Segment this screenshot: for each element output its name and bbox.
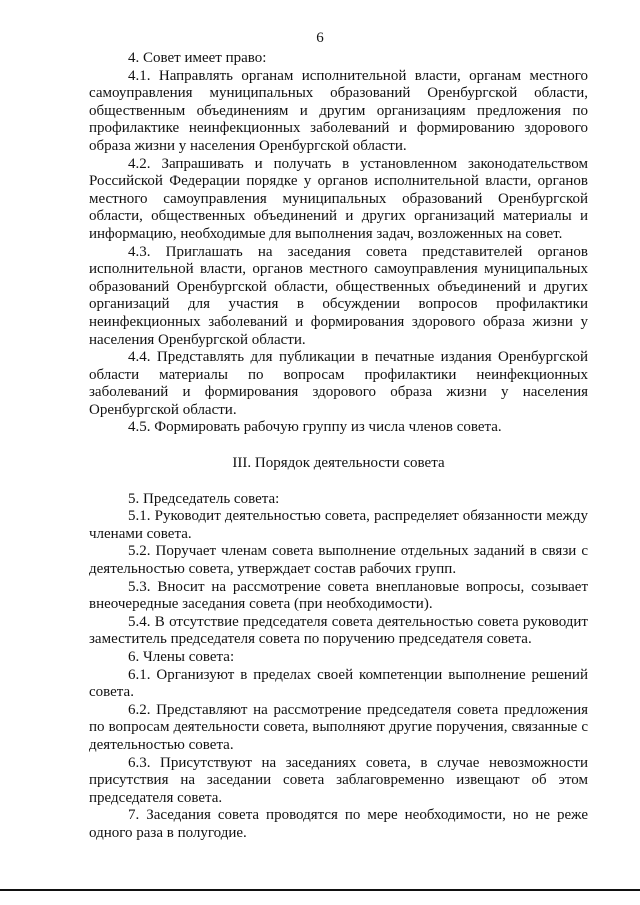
paragraph-6: 6. Члены совета: [128,649,235,665]
paragraph-5-4: 5.4. В отсутствие председателя совета деятельностью совета руководит заместитель председателя совета по поручению председателя совета. [89,613,588,648]
document-body [89,50,588,843]
paragraph-6-3: 6.3. Присутствуют на заседаниях совета, в случае невозможности присутствия на заседании совета заблаговременно извещают об этом председателя совета. [89,754,588,806]
paragraph-4-2: 4.2. Запрашивать и получать в установленном законодательством Российской Федерации порядке у органов исполнительной власти, органов местного самоуправления муниципальных образований Оренбургской области, общественных объединений и других организаций материалы и информацию, необходимые для выполнения задач, возложенных на совет. [89,155,588,242]
paragraph-5-2: 5.2. Поручает членам совета выполнение отдельных заданий в связи с деятельностью совета, утверждает состав рабочих групп. [89,543,588,578]
paragraph-4-4: 4.4. Представлять для публикации в печатные издания Оренбургской области материалы по вопросам профилактики неинфекционных заболеваний и формирования здорового образа жизни у населения Оренбургской области. [89,349,588,418]
section-heading: III. Порядок деятельности совета [232,455,445,472]
page-number: 6 [316,30,324,46]
paragraph-4-5: 4.5. Формировать рабочую группу из числа членов совета. [128,419,502,436]
paragraph-4-3: 4.3. Приглашать на заседания совета представителей органов исполнительной власти, органов местного самоуправления муниципальных образований Оренбургской области, общественных объединений и других организаций для участия в обсуждении вопросов профилактики неинфекционных заболеваний и формирования здорового образа жизни у населения Оренбургской области. [89,243,588,348]
paragraph-7: 7. Заседания совета проводятся по мере необходимости, но не реже одного раза в полугодие. [89,807,588,841]
paragraph-4-1: 4.1. Направлять органам исполнительной власти, органам местного самоуправления муниципальных образований Оренбургской области, общественным объединениям и другим организациям предложения по профилактике неинфекционных заболеваний и формированию здорового образа жизни у населения Оренбургской области. [89,67,588,154]
paragraph-6-1: 6.1. Организуют в пределах своей компетенции выполнение решений совета. [89,666,588,701]
paragraph-6-2: 6.2. Представляют на рассмотрение председателя совета предложения по вопросам деятельности совета, выполняют другие поручения, связанные с деятельностью совета. [89,701,588,753]
footer-rule [0,889,640,891]
paragraph-5: 5. Председатель совета: [128,490,280,507]
paragraph-5-3: 5.3. Вносит на рассмотрение совета внеплановые вопросы, созывает внеочередные заседания совета (при необходимости). [89,578,588,613]
paragraph-5-1: 5.1. Руководит деятельностью совета, распределяет обязанности между членами совета. [89,508,588,542]
paragraph-4: 4. Совет имеет право: [128,50,267,66]
